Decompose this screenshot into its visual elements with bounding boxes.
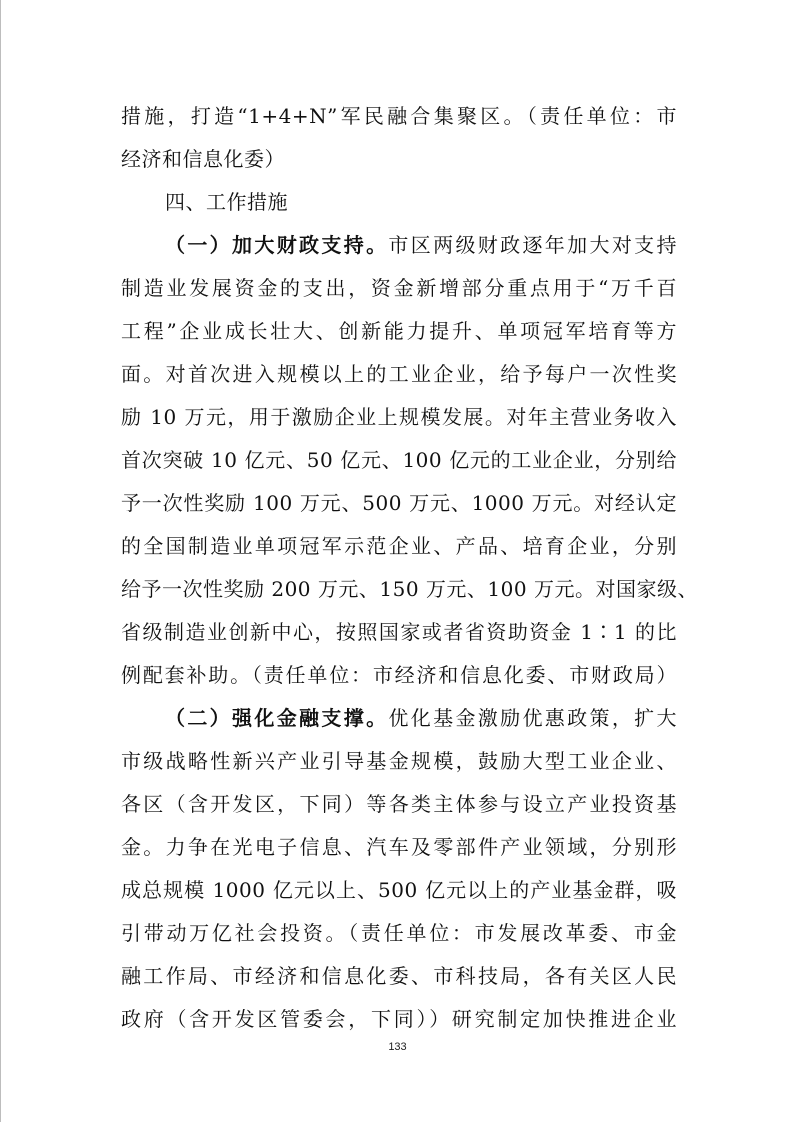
paragraph-1-first-line-text: 市区两级财政逐年加大对支持 (388, 233, 678, 257)
text-line-8: 励 10 万元，用于激励企业上规模发展。对年主营业务收入 (121, 405, 677, 429)
text-line-9: 首次突破 10 亿元、50 亿元、100 亿元的工业企业，分别给 (121, 448, 677, 472)
paragraph-2-first-line (165, 704, 677, 732)
text-line-19: 成总规模 1000 亿元以上、500 亿元以上的产业基金群，吸 (121, 878, 677, 902)
text-line-1: 措施，打造“1+4+N”军民融合集聚区。（责任单位：市 (121, 104, 677, 128)
text-line-12: 给予一次性奖励 200 万元、150 万元、100 万元。对国家级、 (121, 577, 698, 601)
page-number: 133 (388, 1041, 407, 1053)
text-line-2: 经济和信息化委） (121, 147, 285, 171)
text-line-22: 政府（含开发区管委会，下同））研究制定加快推进企业 (121, 1007, 677, 1031)
paragraph-2-first-line-text: 优化基金激励优惠政策，扩大 (388, 706, 678, 730)
text-line-14: 例配套补助。（责任单位：市经济和信息化委、市财政局） (121, 663, 677, 687)
text-line-17: 各区（含开发区，下同）等各类主体参与设立产业投资基 (121, 792, 677, 816)
text-line-18: 金。力争在光电子信息、汽车及零部件产业领域，分别形 (121, 835, 677, 859)
text-line-11: 的全国制造业单项冠军示范企业、产品、培育企业，分别 (121, 534, 677, 558)
paragraph-1-first-line (165, 231, 677, 259)
text-line-21: 融工作局、市经济和信息化委、市科技局，各有关区人民 (121, 964, 677, 988)
text-line-13: 省级制造业创新中心，按照国家或者省资助资金 1∶1 的比 (121, 620, 677, 644)
text-line-6: 工程”企业成长壮大、创新能力提升、单项冠军培育等方 (121, 319, 677, 343)
section-heading: 四、工作措施 (165, 190, 288, 214)
subsection-title-1: （一）加大财政支持。 (165, 233, 389, 257)
text-line-5: 制造业发展资金的支出，资金新增部分重点用于“万千百 (121, 276, 677, 300)
text-line-10: 予一次性奖励 100 万元、500 万元、1000 万元。对经认定 (121, 491, 677, 515)
subsection-title-2: （二）强化金融支撑。 (165, 706, 389, 730)
text-line-16: 市级战略性新兴产业引导基金规模，鼓励大型工业企业、 (121, 749, 677, 773)
text-line-7: 面。对首次进入规模以上的工业企业，给予每户一次性奖 (121, 362, 677, 386)
text-line-20: 引带动万亿社会投资。（责任单位：市发展改革委、市金 (121, 921, 677, 945)
